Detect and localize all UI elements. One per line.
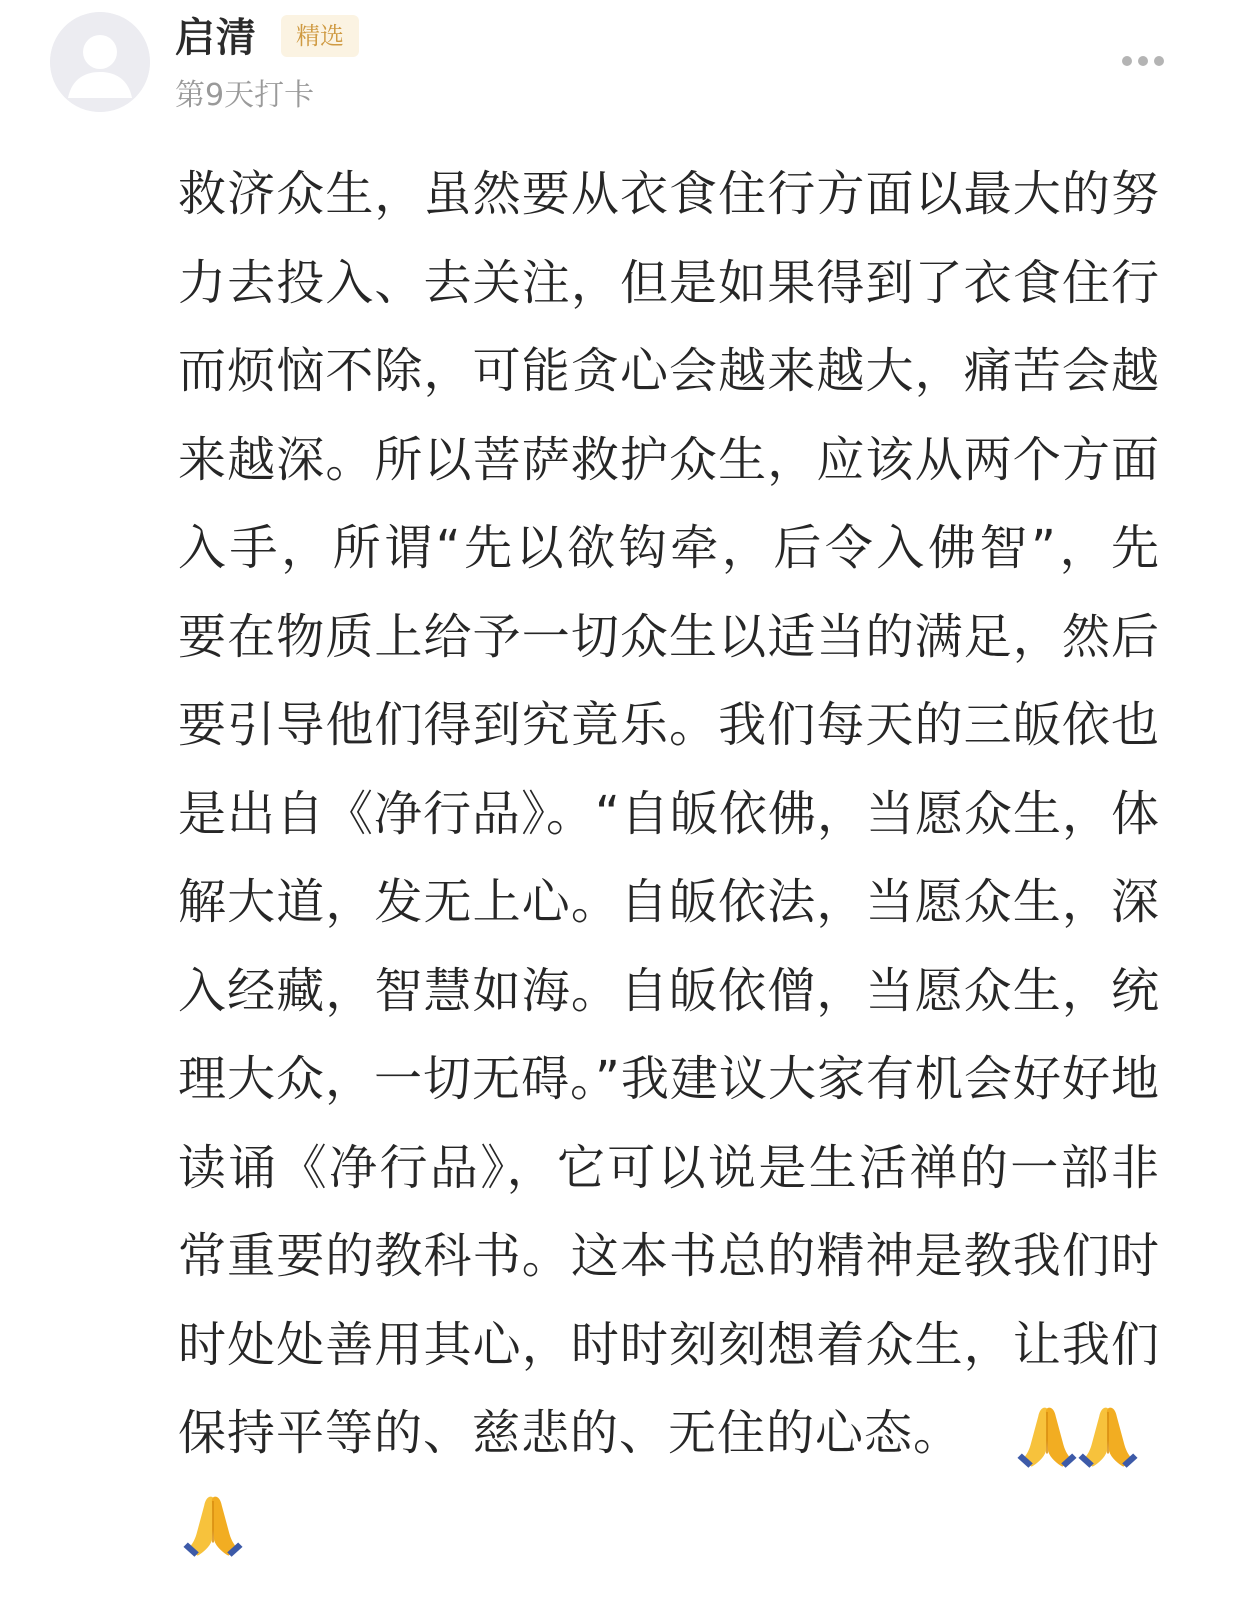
more-button[interactable] (1115, 45, 1171, 77)
post-body-text: 救济众生，虽然要从衣食住行方面以最大的努力去投入、去关注，但是如果得到了衣食住行而烦恼不除，可能贪心会越来越大，痛苦会越来越深。所以菩萨救护众生，应该从两个方面入手，所谓“先以欲钩牵，后令入佛智”，先要在物质上给予一切众生以适当的满足，然后要引导他们得到究竟乐。我们每天的三皈依也是出自《净行品》。“自皈依佛，当愿众生，体解大道，发无上心。自皈依法，当愿众生，深入经藏，智慧如海。自皈依僧，当愿众生，统理大众，一切无碍。”我建议大家有机会好好地读诵《净行品》，它可以说是生活禅的一部非常重要的教科书。这本书总的精神是教我们时时处处善用其心，时时刻刻想着众生，让我们保持平等的、慈悲的、无住的心态。 (178, 166, 1160, 1461)
author-name[interactable]: 启清 (175, 15, 257, 61)
more-dots-icon (1115, 45, 1171, 77)
folded-hands-icon (1012, 1401, 1082, 1471)
folded-hands-icon (1073, 1401, 1143, 1471)
avatar[interactable] (50, 12, 150, 112)
featured-badge: 精选 (281, 15, 359, 57)
default-user-avatar-icon (50, 12, 150, 112)
folded-hands-icon (178, 1490, 248, 1560)
checkin-day-label: 第9天打卡 (175, 78, 315, 113)
